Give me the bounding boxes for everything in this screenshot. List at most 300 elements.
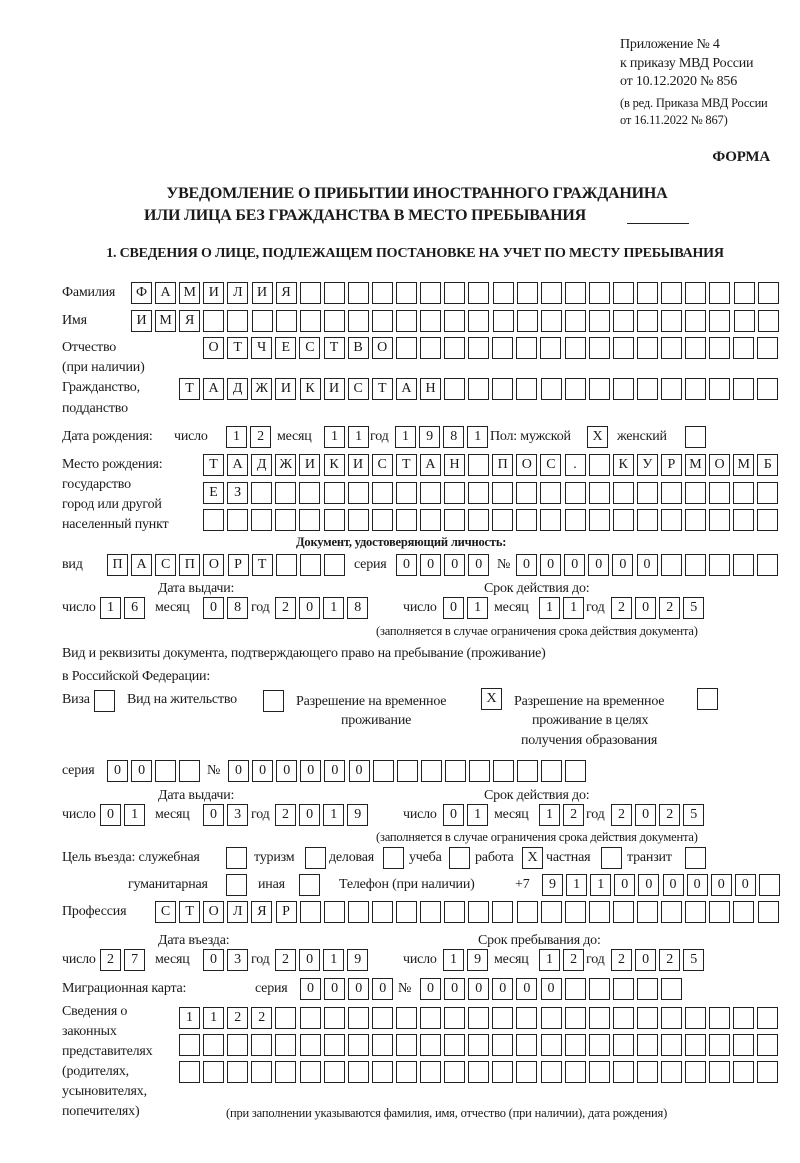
letter-cell[interactable]	[541, 1007, 562, 1029]
letter-cell[interactable]: 2	[275, 804, 296, 826]
letter-cell[interactable]	[444, 1007, 465, 1029]
letter-cell[interactable]	[420, 282, 441, 304]
letter-cell[interactable]	[685, 282, 706, 304]
letter-cell[interactable]	[324, 310, 345, 332]
letter-cell[interactable]: 8	[443, 426, 464, 448]
letter-cell[interactable]	[589, 901, 610, 923]
letter-cell[interactable]	[276, 554, 297, 576]
letter-cell[interactable]	[517, 310, 538, 332]
letter-cell[interactable]	[421, 760, 442, 782]
letter-cell[interactable]	[275, 482, 296, 504]
letter-cell[interactable]	[324, 509, 345, 531]
letter-cell[interactable]	[299, 482, 320, 504]
letter-cell[interactable]	[493, 760, 514, 782]
letter-cell[interactable]	[637, 978, 658, 1000]
letter-cell[interactable]	[589, 1034, 610, 1056]
letter-cell[interactable]	[685, 847, 706, 869]
letter-cell[interactable]	[541, 760, 562, 782]
letter-cell[interactable]	[685, 482, 706, 504]
letter-cell[interactable]	[757, 337, 778, 359]
letter-cell[interactable]	[227, 509, 248, 531]
letter-cell[interactable]: 9	[467, 949, 488, 971]
letter-cell[interactable]	[540, 509, 561, 531]
letter-cell[interactable]: 0	[299, 597, 320, 619]
letter-cell[interactable]: А	[420, 454, 441, 476]
letter-cell[interactable]	[516, 482, 537, 504]
letter-cell[interactable]	[324, 901, 345, 923]
letter-cell[interactable]	[589, 482, 610, 504]
letter-cell[interactable]	[613, 482, 634, 504]
letter-cell[interactable]	[589, 310, 610, 332]
letter-cell[interactable]	[300, 554, 321, 576]
letter-cell[interactable]	[565, 337, 586, 359]
letter-cell[interactable]: Т	[227, 337, 248, 359]
letter-cell[interactable]	[468, 1061, 489, 1083]
letter-cell[interactable]: 0	[635, 597, 656, 619]
letter-cell[interactable]: П	[179, 554, 200, 576]
letter-cell[interactable]: О	[516, 454, 537, 476]
letter-cell[interactable]: 0	[443, 804, 464, 826]
letter-cell[interactable]: А	[227, 454, 248, 476]
letter-cell[interactable]	[492, 1061, 513, 1083]
letter-cell[interactable]: 0	[300, 978, 321, 1000]
letter-cell[interactable]	[565, 1061, 586, 1083]
letter-cell[interactable]: 1	[100, 597, 121, 619]
letter-cell[interactable]	[709, 509, 730, 531]
letter-cell[interactable]: И	[299, 454, 320, 476]
letter-cell[interactable]: 0	[663, 874, 684, 896]
letter-cell[interactable]: 1	[203, 1007, 224, 1029]
letter-cell[interactable]	[685, 1034, 706, 1056]
letter-cell[interactable]: И	[131, 310, 152, 332]
letter-cell[interactable]: В	[348, 337, 369, 359]
letter-cell[interactable]	[709, 901, 730, 923]
letter-cell[interactable]: 2	[251, 1007, 272, 1029]
letter-cell[interactable]: 9	[419, 426, 440, 448]
letter-cell[interactable]: И	[348, 454, 369, 476]
letter-cell[interactable]	[758, 310, 779, 332]
letter-cell[interactable]	[348, 901, 369, 923]
letter-cell[interactable]	[757, 482, 778, 504]
letter-cell[interactable]: Ч	[251, 337, 272, 359]
letter-cell[interactable]: О	[372, 337, 393, 359]
letter-cell[interactable]	[348, 1007, 369, 1029]
letter-cell[interactable]	[155, 760, 176, 782]
letter-cell[interactable]	[469, 760, 490, 782]
letter-cell[interactable]	[661, 337, 682, 359]
letter-cell[interactable]	[565, 901, 586, 923]
letter-cell[interactable]: 0	[444, 978, 465, 1000]
letter-cell[interactable]: 2	[659, 804, 680, 826]
letter-cell[interactable]	[709, 1061, 730, 1083]
letter-cell[interactable]	[613, 337, 634, 359]
letter-cell[interactable]	[733, 554, 754, 576]
letter-cell[interactable]	[757, 554, 778, 576]
letter-cell[interactable]: 0	[131, 760, 152, 782]
letter-cell[interactable]: 1	[323, 804, 344, 826]
letter-cell[interactable]	[589, 282, 610, 304]
letter-cell[interactable]	[493, 310, 514, 332]
letter-cell[interactable]	[276, 310, 297, 332]
letter-cell[interactable]: Т	[396, 454, 417, 476]
letter-cell[interactable]: И	[275, 378, 296, 400]
letter-cell[interactable]: Р	[228, 554, 249, 576]
letter-cell[interactable]: 0	[228, 760, 249, 782]
letter-cell[interactable]: 0	[444, 554, 465, 576]
letter-cell[interactable]	[444, 1061, 465, 1083]
letter-cell[interactable]	[709, 282, 730, 304]
letter-cell[interactable]: О	[203, 337, 224, 359]
letter-cell[interactable]: 0	[588, 554, 609, 576]
letter-cell[interactable]: 2	[659, 597, 680, 619]
letter-cell[interactable]	[396, 282, 417, 304]
letter-cell[interactable]	[565, 378, 586, 400]
letter-cell[interactable]	[468, 1007, 489, 1029]
letter-cell[interactable]: 0	[372, 978, 393, 1000]
letter-cell[interactable]	[589, 378, 610, 400]
letter-cell[interactable]	[444, 310, 465, 332]
letter-cell[interactable]	[541, 310, 562, 332]
letter-cell[interactable]	[396, 1061, 417, 1083]
letter-cell[interactable]: 7	[124, 949, 145, 971]
letter-cell[interactable]: 2	[611, 949, 632, 971]
letter-cell[interactable]: Л	[227, 901, 248, 923]
letter-cell[interactable]: 0	[300, 760, 321, 782]
letter-cell[interactable]: 0	[100, 804, 121, 826]
letter-cell[interactable]: 9	[347, 804, 368, 826]
letter-cell[interactable]	[733, 509, 754, 531]
letter-cell[interactable]: X	[587, 426, 608, 448]
letter-cell[interactable]: 2	[250, 426, 271, 448]
letter-cell[interactable]: Д	[227, 378, 248, 400]
letter-cell[interactable]	[420, 1061, 441, 1083]
letter-cell[interactable]	[565, 1007, 586, 1029]
letter-cell[interactable]	[733, 378, 754, 400]
letter-cell[interactable]: 0	[635, 804, 656, 826]
letter-cell[interactable]	[372, 282, 393, 304]
letter-cell[interactable]	[685, 554, 706, 576]
letter-cell[interactable]: Я	[276, 282, 297, 304]
letter-cell[interactable]: Б	[757, 454, 778, 476]
letter-cell[interactable]	[468, 337, 489, 359]
letter-cell[interactable]	[252, 310, 273, 332]
letter-cell[interactable]	[637, 282, 658, 304]
letter-cell[interactable]: П	[492, 454, 513, 476]
letter-cell[interactable]: О	[203, 554, 224, 576]
letter-cell[interactable]	[637, 509, 658, 531]
letter-cell[interactable]: 0	[612, 554, 633, 576]
letter-cell[interactable]	[601, 847, 622, 869]
letter-cell[interactable]	[734, 282, 755, 304]
letter-cell[interactable]	[444, 901, 465, 923]
letter-cell[interactable]: 2	[611, 597, 632, 619]
letter-cell[interactable]	[613, 1007, 634, 1029]
letter-cell[interactable]	[305, 847, 326, 869]
letter-cell[interactable]	[565, 482, 586, 504]
letter-cell[interactable]: 0	[635, 949, 656, 971]
letter-cell[interactable]: 1	[539, 597, 560, 619]
letter-cell[interactable]	[734, 310, 755, 332]
letter-cell[interactable]	[203, 310, 224, 332]
letter-cell[interactable]: 0	[711, 874, 732, 896]
letter-cell[interactable]	[516, 509, 537, 531]
letter-cell[interactable]: 1	[467, 804, 488, 826]
letter-cell[interactable]	[492, 482, 513, 504]
letter-cell[interactable]: 0	[614, 874, 635, 896]
letter-cell[interactable]	[324, 554, 345, 576]
letter-cell[interactable]	[709, 554, 730, 576]
letter-cell[interactable]	[613, 1034, 634, 1056]
letter-cell[interactable]	[516, 337, 537, 359]
letter-cell[interactable]	[396, 1034, 417, 1056]
letter-cell[interactable]: 0	[443, 597, 464, 619]
letter-cell[interactable]	[203, 1034, 224, 1056]
letter-cell[interactable]: И	[203, 282, 224, 304]
letter-cell[interactable]: 0	[324, 760, 345, 782]
letter-cell[interactable]: 1	[323, 949, 344, 971]
letter-cell[interactable]	[324, 1007, 345, 1029]
letter-cell[interactable]: О	[203, 901, 224, 923]
letter-cell[interactable]	[372, 1061, 393, 1083]
letter-cell[interactable]	[613, 978, 634, 1000]
letter-cell[interactable]: 0	[203, 804, 224, 826]
letter-cell[interactable]	[613, 282, 634, 304]
letter-cell[interactable]: Е	[275, 337, 296, 359]
letter-cell[interactable]	[565, 509, 586, 531]
letter-cell[interactable]	[251, 509, 272, 531]
letter-cell[interactable]	[516, 1007, 537, 1029]
letter-cell[interactable]: Н	[444, 454, 465, 476]
letter-cell[interactable]: Д	[251, 454, 272, 476]
letter-cell[interactable]	[324, 1034, 345, 1056]
letter-cell[interactable]	[420, 310, 441, 332]
letter-cell[interactable]: 0	[396, 554, 417, 576]
letter-cell[interactable]	[468, 509, 489, 531]
letter-cell[interactable]	[517, 901, 538, 923]
letter-cell[interactable]	[541, 282, 562, 304]
letter-cell[interactable]	[613, 901, 634, 923]
letter-cell[interactable]: А	[396, 378, 417, 400]
letter-cell[interactable]	[348, 310, 369, 332]
letter-cell[interactable]: 6	[124, 597, 145, 619]
letter-cell[interactable]	[324, 282, 345, 304]
letter-cell[interactable]	[300, 1034, 321, 1056]
letter-cell[interactable]: К	[613, 454, 634, 476]
letter-cell[interactable]	[468, 1034, 489, 1056]
letter-cell[interactable]	[444, 482, 465, 504]
letter-cell[interactable]	[300, 1007, 321, 1029]
letter-cell[interactable]	[709, 482, 730, 504]
letter-cell[interactable]	[420, 901, 441, 923]
letter-cell[interactable]	[661, 554, 682, 576]
letter-cell[interactable]	[420, 509, 441, 531]
letter-cell[interactable]	[275, 1007, 296, 1029]
letter-cell[interactable]	[541, 378, 562, 400]
letter-cell[interactable]: С	[348, 378, 369, 400]
letter-cell[interactable]	[661, 1061, 682, 1083]
letter-cell[interactable]	[733, 1034, 754, 1056]
letter-cell[interactable]	[661, 482, 682, 504]
letter-cell[interactable]	[517, 282, 538, 304]
letter-cell[interactable]	[733, 337, 754, 359]
letter-cell[interactable]: 1	[467, 597, 488, 619]
letter-cell[interactable]: 5	[683, 804, 704, 826]
letter-cell[interactable]	[685, 1007, 706, 1029]
letter-cell[interactable]: С	[540, 454, 561, 476]
letter-cell[interactable]	[449, 847, 470, 869]
letter-cell[interactable]	[444, 337, 465, 359]
letter-cell[interactable]: П	[107, 554, 128, 576]
letter-cell[interactable]	[589, 1007, 610, 1029]
letter-cell[interactable]: 2	[100, 949, 121, 971]
letter-cell[interactable]	[300, 1061, 321, 1083]
letter-cell[interactable]	[709, 1034, 730, 1056]
letter-cell[interactable]: 9	[347, 949, 368, 971]
letter-cell[interactable]: З	[227, 482, 248, 504]
letter-cell[interactable]	[420, 337, 441, 359]
letter-cell[interactable]: У	[637, 454, 658, 476]
letter-cell[interactable]	[541, 1034, 562, 1056]
letter-cell[interactable]: Р	[661, 454, 682, 476]
letter-cell[interactable]: 0	[107, 760, 128, 782]
letter-cell[interactable]	[733, 482, 754, 504]
letter-cell[interactable]	[733, 1007, 754, 1029]
letter-cell[interactable]: 0	[687, 874, 708, 896]
letter-cell[interactable]	[203, 1061, 224, 1083]
letter-cell[interactable]	[661, 1034, 682, 1056]
letter-cell[interactable]: 0	[541, 978, 562, 1000]
letter-cell[interactable]	[372, 1034, 393, 1056]
letter-cell[interactable]	[685, 426, 706, 448]
letter-cell[interactable]	[373, 760, 394, 782]
letter-cell[interactable]	[372, 901, 393, 923]
letter-cell[interactable]	[637, 1007, 658, 1029]
letter-cell[interactable]	[420, 482, 441, 504]
letter-cell[interactable]	[589, 1061, 610, 1083]
letter-cell[interactable]	[709, 1007, 730, 1029]
letter-cell[interactable]	[372, 509, 393, 531]
letter-cell[interactable]	[263, 690, 284, 712]
letter-cell[interactable]	[759, 874, 780, 896]
letter-cell[interactable]: 1	[539, 804, 560, 826]
letter-cell[interactable]	[299, 509, 320, 531]
letter-cell[interactable]: Л	[227, 282, 248, 304]
letter-cell[interactable]: И	[324, 378, 345, 400]
letter-cell[interactable]: 1	[348, 426, 369, 448]
letter-cell[interactable]: К	[324, 454, 345, 476]
letter-cell[interactable]	[685, 509, 706, 531]
letter-cell[interactable]: А	[131, 554, 152, 576]
letter-cell[interactable]: 1	[443, 949, 464, 971]
letter-cell[interactable]	[685, 378, 706, 400]
letter-cell[interactable]	[300, 901, 321, 923]
letter-cell[interactable]	[444, 282, 465, 304]
letter-cell[interactable]	[94, 690, 115, 712]
letter-cell[interactable]: 0	[468, 554, 489, 576]
letter-cell[interactable]	[661, 1007, 682, 1029]
letter-cell[interactable]	[757, 378, 778, 400]
letter-cell[interactable]	[396, 482, 417, 504]
letter-cell[interactable]	[468, 482, 489, 504]
letter-cell[interactable]	[468, 282, 489, 304]
letter-cell[interactable]: 2	[275, 949, 296, 971]
letter-cell[interactable]	[516, 1061, 537, 1083]
letter-cell[interactable]	[541, 901, 562, 923]
letter-cell[interactable]: М	[685, 454, 706, 476]
letter-cell[interactable]	[758, 282, 779, 304]
letter-cell[interactable]	[589, 509, 610, 531]
letter-cell[interactable]: .	[565, 454, 586, 476]
letter-cell[interactable]	[372, 310, 393, 332]
letter-cell[interactable]	[637, 482, 658, 504]
letter-cell[interactable]: А	[203, 378, 224, 400]
letter-cell[interactable]	[565, 282, 586, 304]
letter-cell[interactable]: 0	[637, 554, 658, 576]
letter-cell[interactable]	[396, 310, 417, 332]
letter-cell[interactable]	[492, 1007, 513, 1029]
letter-cell[interactable]: Т	[324, 337, 345, 359]
letter-cell[interactable]	[685, 310, 706, 332]
letter-cell[interactable]	[227, 1061, 248, 1083]
letter-cell[interactable]	[300, 282, 321, 304]
letter-cell[interactable]	[468, 378, 489, 400]
letter-cell[interactable]	[757, 1034, 778, 1056]
letter-cell[interactable]	[709, 310, 730, 332]
letter-cell[interactable]	[661, 978, 682, 1000]
letter-cell[interactable]	[444, 1034, 465, 1056]
letter-cell[interactable]: Я	[179, 310, 200, 332]
letter-cell[interactable]: А	[155, 282, 176, 304]
letter-cell[interactable]	[251, 482, 272, 504]
letter-cell[interactable]: 1	[395, 426, 416, 448]
letter-cell[interactable]: М	[155, 310, 176, 332]
letter-cell[interactable]	[493, 282, 514, 304]
letter-cell[interactable]: 0	[299, 949, 320, 971]
letter-cell[interactable]	[179, 760, 200, 782]
letter-cell[interactable]	[372, 1007, 393, 1029]
letter-cell[interactable]	[492, 378, 513, 400]
letter-cell[interactable]: Ж	[251, 378, 272, 400]
letter-cell[interactable]	[397, 760, 418, 782]
letter-cell[interactable]: 5	[683, 949, 704, 971]
letter-cell[interactable]: 1	[324, 426, 345, 448]
letter-cell[interactable]: 0	[252, 760, 273, 782]
letter-cell[interactable]: 0	[348, 978, 369, 1000]
letter-cell[interactable]	[396, 337, 417, 359]
letter-cell[interactable]	[516, 1034, 537, 1056]
letter-cell[interactable]	[565, 1034, 586, 1056]
letter-cell[interactable]	[203, 509, 224, 531]
letter-cell[interactable]	[540, 482, 561, 504]
letter-cell[interactable]	[613, 378, 634, 400]
letter-cell[interactable]	[685, 337, 706, 359]
letter-cell[interactable]	[468, 901, 489, 923]
letter-cell[interactable]: 0	[516, 554, 537, 576]
letter-cell[interactable]: 0	[420, 554, 441, 576]
letter-cell[interactable]: 5	[683, 597, 704, 619]
letter-cell[interactable]	[324, 1061, 345, 1083]
letter-cell[interactable]	[613, 1061, 634, 1083]
letter-cell[interactable]: 2	[563, 949, 584, 971]
letter-cell[interactable]	[275, 1061, 296, 1083]
letter-cell[interactable]: О	[709, 454, 730, 476]
letter-cell[interactable]	[492, 509, 513, 531]
letter-cell[interactable]	[565, 760, 586, 782]
letter-cell[interactable]	[179, 1034, 200, 1056]
letter-cell[interactable]	[637, 378, 658, 400]
letter-cell[interactable]	[227, 1034, 248, 1056]
letter-cell[interactable]: Т	[179, 901, 200, 923]
